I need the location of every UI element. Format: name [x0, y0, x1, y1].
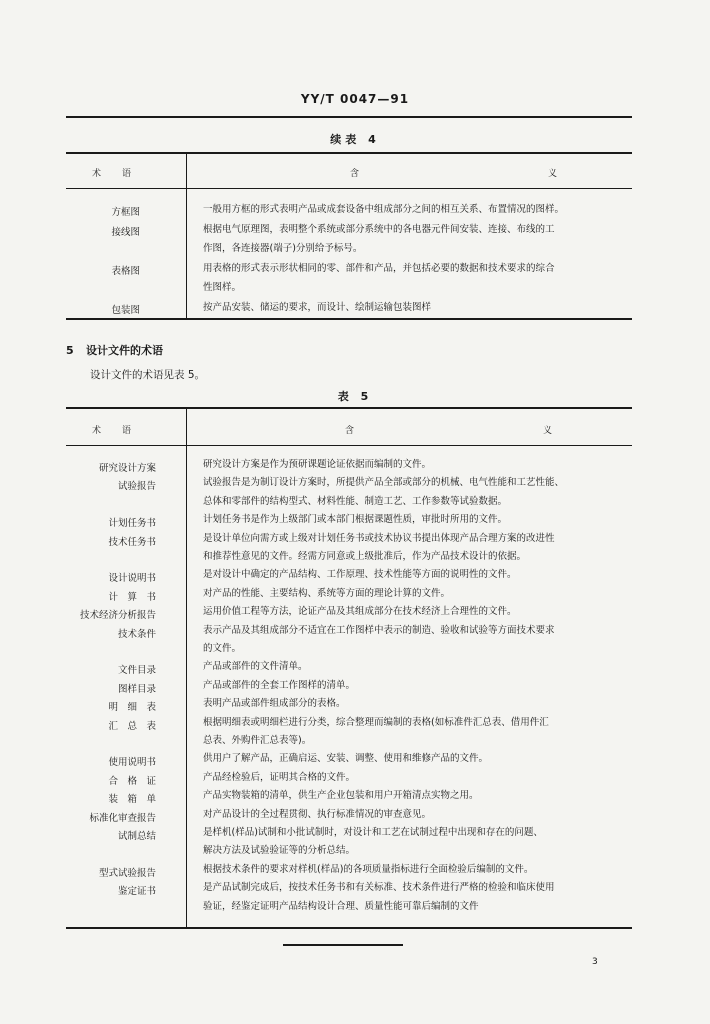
- table4-meaning-header: 含 义: [350, 169, 648, 179]
- definition-line: 根据电气原理图，表明整个系统或部分系统中的各电器元件间安装、连接、布线的工: [203, 223, 555, 235]
- definition-line: 的文件。: [203, 643, 242, 654]
- table5-term: 试制总结: [117, 831, 156, 842]
- table5-term: 型式试验报告: [98, 867, 156, 879]
- definition-line: 供用户了解产品，正确启运、安装、调整、使用和维修产品的文件。: [203, 753, 489, 765]
- table5-header-rule: [66, 445, 632, 446]
- table5-bottom-rule: [66, 927, 632, 929]
- table5-definition: [203, 474, 633, 511]
- table5-term: 鉴定证书: [117, 886, 156, 898]
- standard-code: YY/T 0047—91: [300, 92, 410, 106]
- table5-definition: [203, 511, 633, 529]
- table5-definition: [203, 787, 633, 805]
- table5-definition: [203, 603, 633, 621]
- table4-top-rule: [66, 152, 632, 154]
- table5-definition: [203, 677, 633, 695]
- table5-definition: [203, 750, 633, 768]
- table5-definition: [203, 658, 633, 676]
- definition-line: 验证，经鉴定证明产品结构设计合理、质量性能可靠后编制的文件: [203, 900, 479, 912]
- table5-term: 装 箱 单: [108, 794, 156, 806]
- table5-term: 研究设计方案: [98, 463, 156, 474]
- table5-definition: [203, 566, 633, 584]
- section-intro: 设计文件的术语见表 5。: [90, 369, 206, 381]
- table5-term: 技术条件: [117, 628, 156, 640]
- definition-line: 用表格的形式表示形状相同的零、部件和产品，并包括必要的数据和技术要求的综合: [203, 262, 555, 274]
- table5-term: 汇 总 表: [108, 720, 156, 732]
- section-heading: [66, 342, 163, 358]
- table5-definition: [203, 806, 633, 824]
- table5-term: 合 格 证: [108, 775, 156, 787]
- table5-term: 文件目录: [117, 665, 156, 677]
- table5-definition: [203, 769, 633, 787]
- definition-line: 和推荐性意见的文件。经需方同意或上级批准后，作为产品技术设计的依据。: [203, 551, 527, 562]
- table4-term: 包装图: [111, 304, 140, 316]
- table5-term: 使用说明书: [108, 757, 156, 769]
- table5-term: 图样目录: [117, 683, 156, 695]
- table4-column-divider: [186, 152, 187, 318]
- definition-line: 性图样。: [203, 282, 242, 293]
- table4-definition: [203, 259, 633, 298]
- header-rule: [66, 116, 632, 118]
- definition-line: 对产品的性能、主要结构、系统等方面的理论计算的文件。: [203, 587, 451, 599]
- definition-line: 对产品设计的全过程贯彻、执行标准情况的审查意见。: [203, 808, 432, 820]
- table4-term-header: 术 语: [92, 169, 138, 179]
- definition-line: 运用价值工程等方法，论证产品及其组成部分在技术经济上合理性的文件。: [203, 606, 517, 618]
- table5-top-rule: [66, 407, 632, 409]
- table5-definition: [203, 695, 633, 713]
- table5-definition: [203, 861, 633, 879]
- section-title: 设计文件的术语: [86, 344, 163, 357]
- definition-line: 一般用方框的形式表明产品或成套设备中组成部分之间的相互关系、布置情况的图样。: [203, 204, 565, 215]
- table5-title: 表 5: [337, 390, 373, 403]
- table5-term: 试验报告: [117, 481, 156, 493]
- table5-definition: [203, 879, 633, 916]
- table4-definition: [203, 298, 633, 318]
- definition-line: 是设计单位向需方或上级对计划任务书或技术协议书提出体现产品合理方案的改进性: [203, 532, 555, 544]
- table5-term: 技术经济分析报告: [79, 610, 156, 622]
- table5-term: 技术任务书: [108, 536, 156, 548]
- table4-bottom-rule: [66, 318, 632, 320]
- definition-line: 表明产品或部件组成部分的表格。: [203, 698, 346, 710]
- table5-term: 设计说明书: [108, 573, 156, 585]
- definition-line: 按产品安装、储运的要求，而设计、绘制运输包装图样: [203, 301, 432, 313]
- definition-line: 试验报告是为制订设计方案时，所提供产品全部或部分的机械、电气性能和工艺性能、: [203, 477, 565, 489]
- table5-term: 明 细 表: [108, 702, 156, 714]
- definition-line: 产品实物装箱的清单，供生产企业包装和用户开箱清点实物之用。: [203, 790, 479, 802]
- definition-line: 作图，各连接器(端子)分别给予标号。: [203, 243, 363, 254]
- definition-line: 根据技术条件的要求对样机(样品)的各项质量指标进行全面检验后编制的文件。: [203, 863, 534, 875]
- table4-definition: [203, 200, 633, 220]
- table5-term-header: 术 语: [92, 426, 138, 436]
- definition-line: 根据明细表或明细栏进行分类，综合整理而编制的表格(如标准件汇总表、借用件汇: [203, 716, 549, 728]
- definition-line: 是样机(样品)试制和小批试制时，对设计和工艺在试制过程中出现和存在的问题、: [203, 827, 543, 838]
- table4-title: 续表 4: [330, 133, 380, 146]
- definition-line: 是对设计中确定的产品结构、工作原理、技术性能等方面的说明性的文件。: [203, 569, 517, 581]
- table4-header-rule: [66, 188, 632, 189]
- definition-line: 研究设计方案是作为预研课题论证依据而编制的文件。: [203, 459, 432, 470]
- table5-definition: [203, 824, 633, 861]
- section-number: 5: [66, 344, 74, 357]
- definition-line: 计划任务书是作为上级部门或本部门根据课题性质，审批时所用的文件。: [203, 514, 508, 526]
- table5-column-divider: [186, 407, 187, 927]
- table4-term: 表格图: [111, 265, 140, 277]
- table4-term: 接线图: [111, 226, 140, 238]
- table5-term: 计 算 书: [108, 591, 156, 603]
- table5-term: 计划任务书: [108, 518, 156, 530]
- table5-definition: [203, 714, 633, 751]
- definition-line: 产品经检验后，证明其合格的文件。: [203, 771, 356, 783]
- table5-meaning-header: 含 义: [345, 426, 643, 436]
- table4-definition: [203, 220, 633, 259]
- table5-definition: [203, 622, 633, 659]
- definition-line: 产品或部件的文件清单。: [203, 661, 308, 673]
- table4-term: 方框图: [111, 207, 140, 218]
- definition-line: 总体和零部件的结构型式、材料性能、制造工艺、工作参数等试验数据。: [203, 495, 508, 507]
- table5-definition: [203, 530, 633, 567]
- table5-term: 标准化审查报告: [89, 812, 156, 824]
- definition-line: 总表、外购件汇总表等)。: [203, 735, 312, 746]
- definition-line: 解决方法及试验验证等的分析总结。: [203, 845, 356, 857]
- table5-definition: [203, 456, 633, 474]
- definition-line: 表示产品及其组成部分不适宜在工作图样中表示的制造、验收和试验等方面技术要求: [203, 624, 555, 636]
- footer-rule: [283, 944, 403, 946]
- definition-line: 是产品试制完成后，按技术任务书和有关标准、技术条件进行严格的检验和临床使用: [203, 882, 555, 894]
- table5-definition: [203, 585, 633, 603]
- definition-line: 产品或部件的全套工作图样的清单。: [203, 679, 356, 691]
- page-number: 3: [592, 957, 598, 967]
